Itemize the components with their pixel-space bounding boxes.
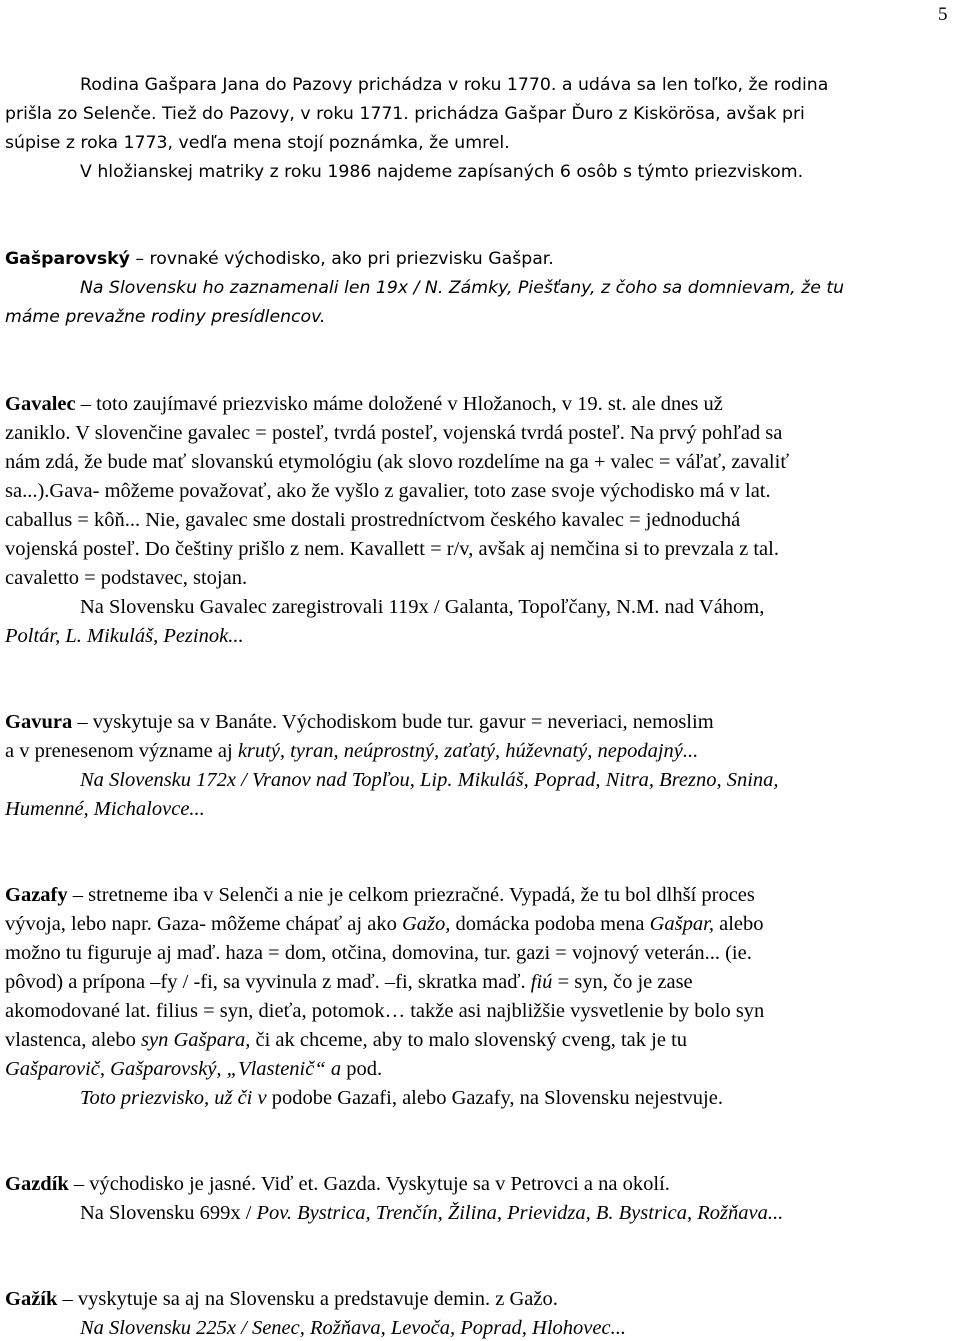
entry-gavalec-line-8: Na Slovensku Gavalec zaregistrovali 119x / Galanta, Topoľčany, N.M. nad Váhom, [80, 596, 765, 618]
entry-gasparovsky-line-3: máme prevažne rodiny presídlencov. [5, 307, 326, 327]
entry-term: Gažík [5, 1288, 58, 1310]
entry-gavalec-line-6: vojenská posteľ. Do češtiny prišlo z nem. Kavallett = r/v, avšak aj nemčina si to prevzala z tal. [5, 538, 779, 560]
entry-gazafy-line-3: možno tu figuruje aj maď. haza = dom, otčina, domovina, tur. gazi = vojnový veterán... (ie. [5, 942, 752, 964]
intro-line-3: súpise z roka 1773, vedľa mena stojí poznámka, že umrel. [5, 133, 510, 153]
entry-term: Gazafy [5, 884, 68, 906]
entry-gazdik-line-1: Gazdík – východisko je jasné. Viď et. Gazda. Vyskytuje sa v Petrovci a na okolí. [5, 1173, 670, 1195]
entry-gavalec-line-5: caballus = kôň... Nie, gavalec sme dostali prostredníctvom českého kavalec = jednoduchá [5, 509, 741, 531]
entry-gazafy-line-8: Toto priezvisko, už či v podobe Gazafi, alebo Gazafy, na Slovensku nejestvuje. [80, 1087, 723, 1109]
intro-line-2: prišla zo Selenče. Tiež do Pazovy, v roku 1771. prichádza Gašpar Ďuro z Kiskörösa, avšak pri [5, 104, 805, 124]
entry-gavalec-line-7: cavaletto = podstavec, stojan. [5, 567, 248, 589]
entry-gazafy-line-2: vývoja, lebo napr. Gaza- môžeme chápať aj ako Gažo, domácka podoba mena Gašpar, alebo [5, 913, 764, 935]
entry-gasparovsky-line-2: Na Slovensku ho zaznamenali len 19x / N. Zámky, Piešťany, z čoho sa domnievam, že tu [80, 278, 845, 298]
entry-gavalec-line-3: nám zdá, že bude mať slovanskú etymológiu (ak slovo rozdelíme na ga + valec = váľať, zavaliť [5, 451, 790, 473]
entry-gavalec-line-4: sa...).Gava- môžeme považovať, ako že vyšlo z gavalier, toto zase svoje východisko má v lat. [5, 480, 771, 502]
entry-gazafy-line-5: akomodované lat. filius = syn, dieťa, potomok… takže asi najbližšie vysvetlenie by bolo syn [5, 1000, 765, 1022]
entry-gazdik-line-2: Na Slovensku 699x / Pov. Bystrica, Trenčín, Žilina, Prievidza, B. Bystrica, Rožňava... [80, 1202, 784, 1224]
entry-gavalec-line-9: Poltár, L. Mikuláš, Pezinok... [5, 625, 244, 647]
entry-gavalec-line-1: Gavalec – toto zaujímavé priezvisko máme doložené v Hložanoch, v 19. st. ale dnes už [5, 393, 723, 415]
entry-term: Gavura [5, 711, 73, 733]
entry-gazafy-line-7: Gašparovič, Gašparovský, „Vlastenič“ a pod. [5, 1058, 383, 1080]
entry-gazik-line-2: Na Slovensku 225x / Senec, Rožňava, Levoča, Poprad, Hlohovec... [80, 1317, 626, 1339]
entry-term: Gavalec [5, 393, 76, 415]
entry-gazafy-line-1: Gazafy – stretneme iba v Selenči a nie je celkom priezračné. Vypadá, že tu bol dlhší proces [5, 884, 755, 906]
entry-gazafy-line-4: pôvod) a prípona –fy / -fi, sa vyvinula z maď. –fi, skratka maď. fiú = syn, čo je zase [5, 971, 693, 993]
page-number: 5 [938, 4, 948, 25]
entry-gavura-line-4: Humenné, Michalovce... [5, 798, 205, 820]
entry-gavura-line-1: Gavura – vyskytuje sa v Banáte. Východiskom bude tur. gavur = neveriaci, nemoslim [5, 711, 714, 733]
intro-line-1: Rodina Gašpara Jana do Pazovy prichádza v roku 1770. a udáva sa len toľko, že rodina [80, 75, 829, 95]
entry-gasparovsky-line-1: Gašparovský – rovnaké východisko, ako pri priezvisku Gašpar. [5, 249, 554, 269]
intro-line-4: V hložianskej matriky z roku 1986 najdeme zapísaných 6 osôb s týmto priezviskom. [80, 162, 804, 182]
entry-term: Gazdík [5, 1173, 69, 1195]
entry-gazik-line-1: Gažík – vyskytuje sa aj na Slovensku a predstavuje demin. z Gažo. [5, 1288, 558, 1310]
entry-gazafy-line-6: vlastenca, alebo syn Gašpara, či ak chceme, aby to malo slovenský cveng, tak je tu [5, 1029, 688, 1051]
entry-term: Gašparovský [5, 249, 130, 269]
entry-gavalec-line-2: zaniklo. V slovenčine gavalec = posteľ, tvrdá posteľ, vojenská tvrdá posteľ. Na prvý pohľad sa [5, 422, 783, 444]
entry-gavura-line-2: a v prenesenom význame aj krutý, tyran, neúprostný, zaťatý, húževnatý, nepodajný... [5, 740, 699, 762]
entry-gavura-line-3: Na Slovensku 172x / Vranov nad Topľou, Lip. Mikuláš, Poprad, Nitra, Brezno, Snina, [80, 769, 779, 791]
